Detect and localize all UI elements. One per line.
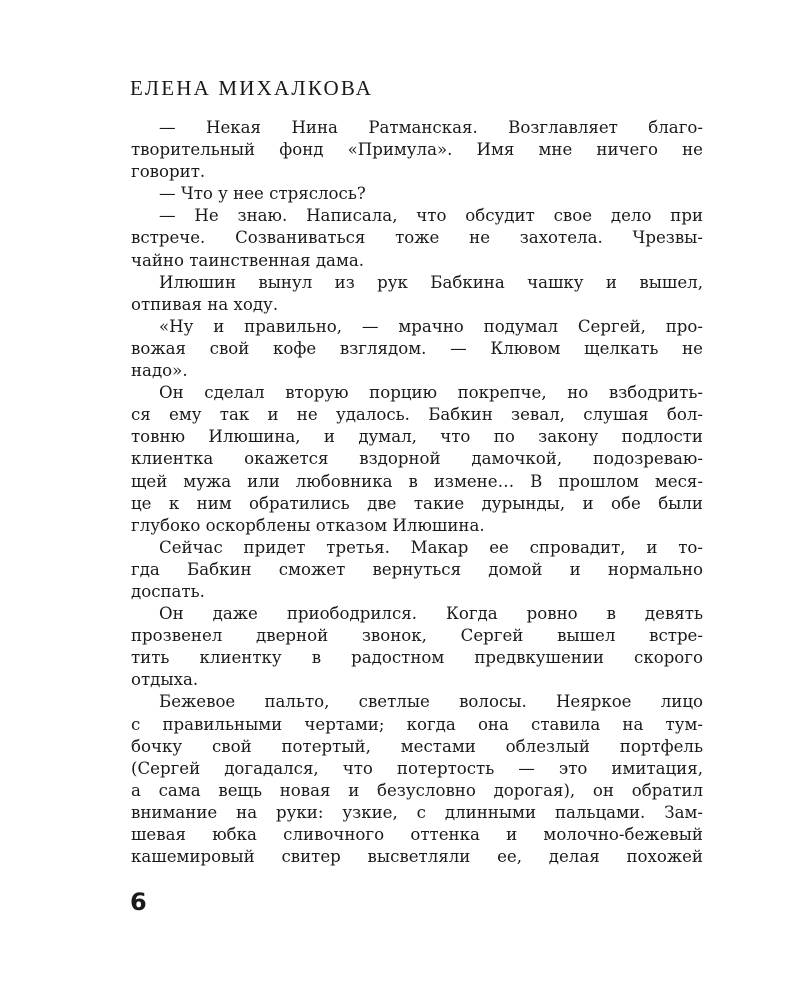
body-text: [131, 117, 703, 868]
text-line: це к ним обратились две такие дурынды, и обе были: [131, 493, 703, 513]
text-line: «Ну и правильно, — мрачно подумал Сергей, про-: [159, 316, 703, 336]
text-line: надо».: [131, 361, 188, 381]
text-line: творительный фонд «Примула». Имя мне ничего не: [131, 140, 703, 160]
text-line: Он сделал вторую порцию покрепче, но взбодрить-: [159, 383, 703, 403]
running-header-author: ЕЛЕНА МИХАЛКОВА: [130, 76, 374, 100]
text-line: внимание на руки: узкие, с длинными пальцами. Зам-: [131, 802, 703, 822]
text-line: говорит.: [131, 162, 206, 182]
text-line: — Что у нее стряслось?: [159, 184, 366, 204]
text-line: а сама вещь новая и безусловно дорогая), он обратил: [131, 780, 703, 800]
text-line: кашемировый свитер высветляли ее, делая похожей: [131, 847, 703, 867]
text-line: шевая юбка сливочного оттенка и молочно-бежевый: [131, 825, 703, 844]
text-line: тить клиентку в радостном предвкушении скорого: [131, 648, 703, 668]
text-line: бочку свой потертый, местами облезлый портфель: [131, 736, 703, 756]
text-line: клиентка окажется вздорной дамочкой, подозреваю-: [131, 449, 703, 469]
text-line: Илюшин вынул из рук Бабкина чашку и вышел,: [159, 272, 703, 292]
text-line: отдыха.: [131, 670, 199, 690]
text-line: товню Илюшина, и думал, что по закону подлости: [131, 427, 703, 447]
text-line: — Некая Нина Ратманская. Возглавляет благо-: [159, 118, 703, 137]
text-line: Он даже приободрился. Когда ровно в девять: [159, 604, 703, 624]
text-line: встрече. Созваниваться тоже не захотела. Чрезвы-: [131, 228, 703, 248]
text-line: чайно таинственная дама.: [131, 250, 365, 270]
text-line: щей мужа или любовника в измене… В прошлом меся-: [131, 471, 703, 491]
text-line: глубоко оскорблены отказом Илюшина.: [131, 515, 485, 535]
text-line: прозвенел дверной звонок, Сергей вышел встре-: [131, 626, 703, 646]
text-line: (Сергей догадался, что потертость — это имитация,: [131, 758, 703, 778]
text-line: отпивая на ходу.: [131, 294, 279, 314]
text-line: Сейчас придет третья. Макар ее спровадит, и то-: [159, 537, 703, 557]
text-line: — Не знаю. Написала, что обсудит свое дело при: [159, 206, 703, 226]
text-line: доспать.: [131, 581, 205, 601]
text-line: Бежевое пальто, светлые волосы. Неяркое лицо: [159, 692, 703, 712]
page-number: 6: [130, 888, 147, 916]
text-line: с правильными чертами; когда она ставила на тум-: [131, 714, 703, 734]
text-line: гда Бабкин сможет вернуться домой и нормально: [131, 559, 703, 579]
text-line: ся ему так и не удалось. Бабкин зевал, слушая бол-: [131, 405, 703, 425]
text-line: вожая свой кофе взглядом. — Клювом щелкать не: [131, 338, 703, 358]
